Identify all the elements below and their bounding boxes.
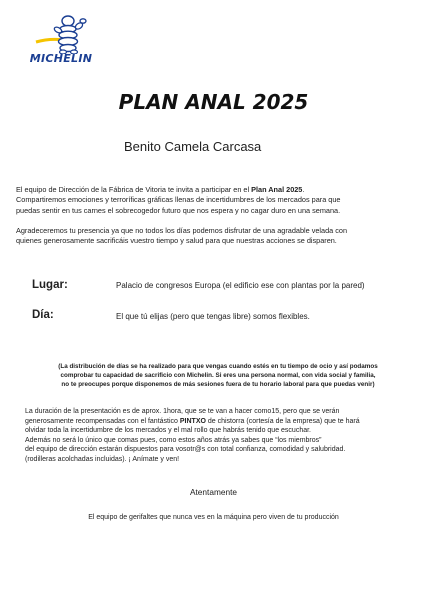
intro-line-3: puedas sentir en tus carnes el sobrecogedor futuro que nos espera y no cagar duro en una semana. xyxy=(16,205,341,215)
lugar-label: Lugar: xyxy=(32,279,68,291)
closing-salutation: Atentamente xyxy=(189,487,238,497)
note-line-3: no te preocupes porque disponemos de más sesiones fuera de tu horario laboral para que puedas venir) xyxy=(61,381,375,388)
intro-line-1: El equipo de Dirección de la Fábrica de Vitoria te invita a participar en el Plan Anal 2025. xyxy=(16,185,305,194)
intro-line-2: Compartiremos emociones y terroríficas gráficas llenas de incertidumbres de los mercados para que xyxy=(16,195,341,205)
duration-paragraph xyxy=(25,407,415,465)
note-line-2: comprobar tu capacidad de sacrificio con Michelin. Si eres una persona normal, con vida social y familia, xyxy=(60,372,376,379)
page-title: PLAN ANAL 2025 xyxy=(118,90,309,114)
duration-line-1: La duración de la presentación es de aprox. 1hora, que se te van a hacer como15, pero que se verán xyxy=(25,408,340,415)
duration-line-3: olvidar toda la incertidumbre de los mercados y el mal rollo que habrás tenido que escuchar. xyxy=(25,427,311,435)
thanks-paragraph xyxy=(16,226,416,247)
note-line-1: (La distribución de días se ha realizado para que vengas cuando estés en tu tiempo de ocio y así podamos xyxy=(58,363,378,370)
scheduling-note xyxy=(22,362,414,389)
duration-line-6: (rodilleras acolchadas incluidas). ¡ Anímate y ven! xyxy=(25,455,180,463)
dia-value: El que tú elijas (pero que tengas libre) somos flexibles. xyxy=(116,312,310,321)
bibendum-icon xyxy=(16,12,106,54)
thanks-line-1: Agradeceremos tu presencia ya que no todos los días podemos disfrutar de una agradable velada con xyxy=(16,226,348,235)
duration-line-2: generosamente recompensadas con el fantástico PINTXO de chistorra (cortesía de la empresa) que te hará xyxy=(25,417,360,425)
duration-line-5: del equipo de dirección estarán dispuestos para vosotr@s con total confianza, comodidad y salubridad. xyxy=(25,446,346,454)
signature-line: El equipo de gerifaltes que nunca ves en la máquina pero viven de tu producción xyxy=(88,514,339,521)
intro-paragraph xyxy=(16,185,416,216)
michelin-logo xyxy=(16,12,106,70)
duration-line-4: Además no será lo único que comas pues, como estos años atrás ya sabes que “los miembros” xyxy=(25,436,322,444)
logo-wordmark: MICHELIN xyxy=(29,52,93,65)
thanks-line-2: quienes generosamente sacrificáis vuestro tiempo y salud para que nuestras acciones se disparen. xyxy=(16,236,337,246)
dia-label: Día: xyxy=(32,309,54,321)
lugar-value: Palacio de congresos Europa (el edificio ese con plantas por la pared) xyxy=(116,281,365,290)
recipient-name: Benito Camela Carcasa xyxy=(124,139,262,154)
